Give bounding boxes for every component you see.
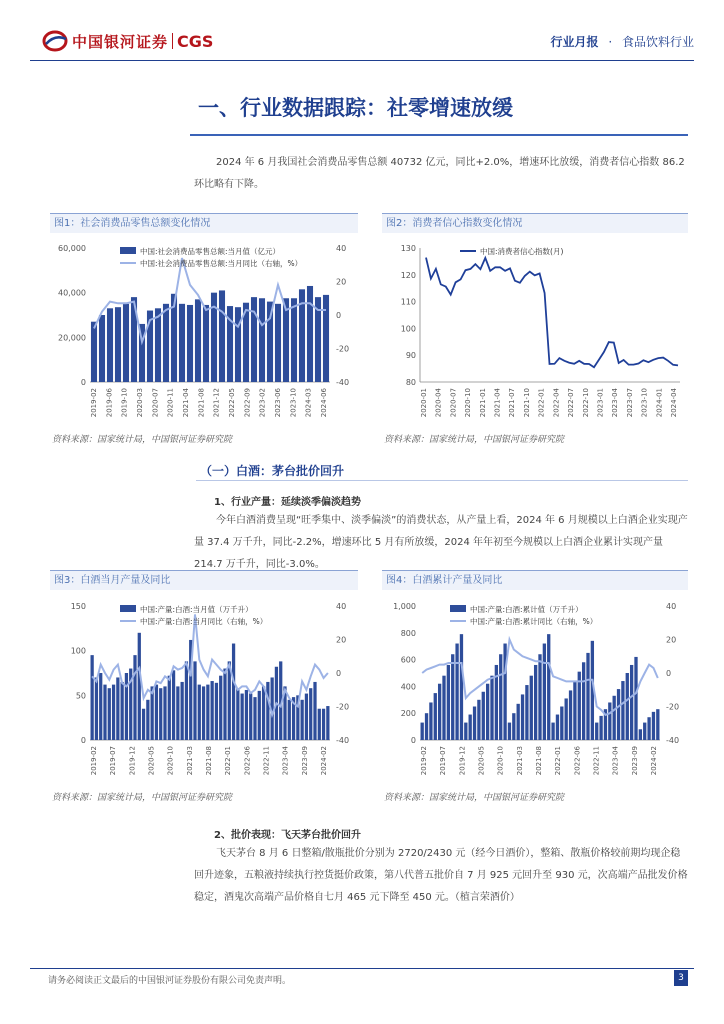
- fig3-xtick: 2022-01: [224, 746, 233, 776]
- fig2-ytick: 80: [405, 378, 416, 387]
- fig3-xtick: 2020-05: [147, 746, 156, 776]
- fig1-y2tick: 40: [336, 244, 347, 253]
- fig4-xtick: 2023-04: [611, 746, 620, 776]
- fig3-bar: [223, 669, 226, 740]
- fig1-bar: [107, 308, 113, 382]
- fig1-ytick: 0: [80, 378, 86, 387]
- fig3-xtick: 2019-02: [90, 746, 98, 776]
- fig4-bar: [469, 715, 472, 740]
- fig2-chart: [380, 236, 690, 426]
- fig3-bar: [241, 694, 244, 740]
- fig3-bar: [112, 685, 115, 740]
- fig2-ytick: 120: [400, 270, 416, 280]
- fig3-bar: [249, 694, 252, 740]
- fig4-bar: [521, 694, 524, 740]
- fig3-bar: [193, 661, 196, 740]
- fig3-bar: [305, 694, 308, 740]
- fig4-bar: [482, 692, 485, 740]
- fig3-bar: [245, 690, 248, 740]
- fig4-bar: [630, 665, 633, 740]
- fig4-bar: [573, 681, 576, 740]
- fig2-ytick: 100: [400, 324, 416, 334]
- fig3-bar: [108, 688, 111, 740]
- fig3-bar: [133, 655, 136, 740]
- output-paragraph: 今年白酒消费呈现“旺季集中、淡季偏淡”的消费状态，从产量上看，2024 年 6 月规模以上白酒企业实现产量 37.4 万千升，同比-2.2%，增速环比 5 月有所放缓，2024 年年初至今规模以上白酒企业累计实现产量 214.7 万千升，同比-3.0%。: [194, 515, 688, 570]
- fig2-xtick: 2023-01: [596, 388, 605, 418]
- fig3-legend-label: 中国:产量:白酒:当月值（万千升）: [140, 605, 253, 614]
- fig4-bar: [451, 654, 454, 740]
- fig3-xtick: 2023-04: [281, 746, 290, 776]
- fig4-bar: [447, 665, 450, 740]
- fig4-xtick: 2021-08: [535, 746, 543, 776]
- fig1-bar: [91, 322, 97, 382]
- heading-price: 2、批价表现：飞天茅台批价回升: [214, 830, 361, 841]
- fig3-bar: [236, 688, 239, 740]
- fig4-bar: [473, 707, 476, 741]
- fig4-xtick: 2019-02: [420, 746, 428, 776]
- fig3-chart: [50, 594, 360, 784]
- fig4-bar: [656, 709, 659, 740]
- fig1-bar: [323, 295, 329, 382]
- fig3-legend-swatch-bar: [120, 605, 136, 612]
- fig1-caption: 图1：社会消费品零售总额变化情况: [50, 213, 358, 233]
- fig2-xtick: 2020-04: [434, 388, 443, 418]
- fig3-xtick: 2020-10: [166, 746, 175, 776]
- logo-divider: [172, 33, 173, 49]
- fig3-bar: [326, 706, 329, 740]
- fig4-y2tick: 0: [666, 669, 672, 678]
- fig3-xtick: 2022-11: [262, 746, 271, 776]
- fig1-bar: [179, 304, 185, 382]
- fig4-bar: [490, 676, 493, 740]
- fig3-caption: 图3：白酒当月产量及同比: [50, 570, 358, 590]
- fig4-ytick: 400: [400, 682, 416, 692]
- fig3-xtick: 2021-03: [185, 746, 194, 776]
- fig1-xtick: 2020-11: [166, 388, 175, 418]
- fig3-bar: [301, 700, 304, 740]
- fig4-y2tick: 20: [666, 635, 677, 645]
- fig4-bar: [582, 662, 585, 740]
- fig1-xtick: 2021-04: [182, 388, 190, 418]
- fig2-series-line: [426, 258, 678, 368]
- fig4-bar: [613, 696, 616, 740]
- fig4-bar: [508, 723, 511, 740]
- fig4-legend-swatch-bar: [450, 605, 466, 612]
- fig2-xtick: 2023-04: [611, 388, 620, 418]
- fig1-bar: [195, 299, 201, 382]
- fig4-bar: [547, 634, 550, 740]
- fig3-bar: [103, 685, 106, 740]
- fig3-bar: [168, 676, 171, 740]
- fig4-ytick: 200: [400, 709, 416, 719]
- fig2-ytick: 90: [405, 351, 416, 361]
- fig3-legend-label: 中国:产量:白酒:当月同比（右轴，%）: [140, 617, 268, 626]
- fig4-bar: [517, 704, 520, 740]
- fig4-bar: [551, 723, 554, 740]
- fig4-xtick: 2020-10: [496, 746, 505, 776]
- fig4-legend-label: 中国:产量:白酒:累计同比（右轴，%）: [470, 617, 598, 626]
- fig4-xtick: 2021-03: [515, 746, 524, 776]
- fig4-caption: 图4：白酒累计产量及同比: [382, 570, 688, 590]
- fig1-bar: [235, 307, 241, 382]
- fig4-bar: [560, 707, 563, 741]
- report-type: 行业月报: [550, 35, 599, 49]
- fig1-bar: [219, 290, 225, 382]
- fig1-xtick: 2024-03: [304, 388, 313, 418]
- fig4-y2tick: 40: [666, 602, 677, 611]
- fig3-bar: [309, 688, 312, 740]
- fig1-xtick: 2022-05: [228, 388, 236, 418]
- fig4-xtick: 2019-07: [439, 746, 448, 776]
- fig1-ytick: 60,000: [58, 244, 86, 253]
- fig3-bar: [95, 677, 98, 740]
- fig4-ytick: 600: [400, 655, 416, 665]
- industry-name: 食品饮料行业: [621, 35, 694, 49]
- fig2-xtick: 2020-10: [464, 388, 473, 418]
- fig1-xtick: 2021-12: [212, 388, 221, 418]
- fig2-xtick: 2022-10: [581, 388, 590, 418]
- fig1-bar: [163, 304, 169, 382]
- fig1-xtick: 2020-03: [136, 388, 144, 418]
- fig4-bar: [460, 634, 463, 740]
- fig2-xtick: 2021-04: [493, 388, 502, 418]
- fig3-bar: [322, 709, 325, 740]
- fig4-bar: [421, 723, 424, 740]
- fig3-bar: [313, 682, 316, 740]
- fig4-bar: [556, 715, 559, 740]
- fig1-ytick: 20,000: [58, 333, 86, 343]
- fig3-bar: [228, 661, 231, 740]
- fig4-xtick: 2023-09: [630, 746, 639, 776]
- fig1-ytick: 40,000: [58, 288, 86, 298]
- fig3-ytick: 100: [70, 646, 86, 656]
- fig1-bar: [203, 305, 209, 382]
- fig4-xtick: 2022-01: [554, 746, 563, 776]
- fig4-bar: [534, 665, 537, 740]
- fig3-xtick: 2023-09: [300, 746, 309, 776]
- fig1-xtick: 2024-06: [320, 388, 328, 418]
- fig3-bar: [258, 691, 261, 740]
- fig4-bar: [586, 653, 589, 740]
- fig1-bar: [307, 286, 313, 382]
- fig4-bar: [565, 698, 568, 740]
- header-divider: [30, 60, 694, 61]
- fig4-ytick: 800: [400, 628, 416, 638]
- fig4-bar: [425, 713, 428, 740]
- fig2-xtick: 2023-10: [640, 388, 649, 418]
- fig3-ytick: 150: [70, 602, 86, 611]
- fig3-ytick: 50: [75, 691, 86, 701]
- header-report-info: [550, 33, 694, 50]
- fig4-xtick: 2022-06: [573, 746, 582, 776]
- fig3-bar: [206, 685, 209, 740]
- fig1-bar: [99, 315, 105, 382]
- fig3-y2tick: -20: [336, 702, 350, 712]
- fig4-bar: [442, 676, 445, 740]
- fig4-bar: [499, 654, 502, 740]
- fig4-y2tick: -20: [666, 702, 680, 712]
- fig1-chart: [50, 236, 360, 426]
- fig1-bar: [259, 298, 265, 382]
- fig1-legend-label: 中国:社会消费品零售总额:当月同比（右轴，%）: [140, 259, 303, 268]
- fig4-y2tick: -40: [666, 736, 680, 745]
- fig1-xtick: 2019-02: [90, 388, 98, 418]
- fig1-bar: [115, 307, 121, 382]
- fig3-bar: [181, 682, 184, 740]
- fig3-bar: [232, 644, 235, 740]
- fig1-xtick: 2021-08: [197, 388, 206, 418]
- fig1-xtick: 2019-10: [120, 388, 129, 418]
- fig3-ytick: 0: [80, 736, 86, 745]
- fig4-bar: [434, 693, 437, 740]
- brand-logo: [42, 30, 213, 52]
- fig1-source: 资料来源：国家统计局，中国银河证券研究院: [52, 435, 233, 445]
- fig1-y2tick: 20: [336, 277, 347, 287]
- fig3-xtick: 2019-12: [128, 746, 137, 776]
- fig3-bar: [142, 709, 145, 740]
- fig2-xtick: 2024-01: [655, 388, 664, 418]
- fig4-xtick: 2020-05: [477, 746, 486, 776]
- fig3-bar: [99, 673, 102, 740]
- page-number: 3: [674, 970, 688, 986]
- section-title-underline: [190, 134, 688, 136]
- fig3-bar: [159, 688, 162, 740]
- fig1-y2tick: -20: [336, 344, 350, 354]
- fig4-bar: [621, 681, 624, 740]
- fig3-y2tick: 40: [336, 602, 347, 611]
- fig3-bar: [211, 681, 214, 740]
- fig3-bar: [202, 686, 205, 740]
- fig3-bar: [116, 677, 119, 740]
- fig1-xtick: 2023-02: [258, 388, 267, 418]
- fig1-y2tick: 0: [336, 311, 342, 320]
- fig1-xtick: 2020-07: [151, 388, 160, 418]
- fig3-bar: [198, 685, 201, 740]
- fig3-bar: [262, 686, 265, 740]
- fig2-xtick: 2021-10: [522, 388, 531, 418]
- fig3-bar: [138, 633, 141, 740]
- fig2-xtick: 2022-01: [537, 388, 546, 418]
- fig3-xtick: 2021-08: [205, 746, 213, 776]
- fig4-chart: [380, 594, 690, 784]
- fig4-bar: [455, 644, 458, 740]
- fig4-xtick: 2024-02: [650, 746, 658, 776]
- header-dot: ·: [608, 35, 613, 49]
- fig4-legend-label: 中国:产量:白酒:累计值（万千升）: [470, 605, 583, 614]
- fig3-bar: [185, 661, 188, 740]
- fig4-bar: [486, 684, 489, 740]
- fig2-xtick: 2023-07: [625, 388, 634, 418]
- fig4-bar: [626, 673, 629, 740]
- fig4-bar: [639, 729, 642, 740]
- price-paragraph: 飞天茅台 8 月 6 日整箱/散瓶批价分别为 2720/2430 元（经今日酒价），整箱、散瓶价格较前期均现企稳回升迹象，五粮液持续执行控货挺价政策，第八代普五批价自 7 月 925 元回升至 930 元，次高端产品批发价格稳定，酒鬼次高端产品价格自七月 465 元下降至 450 元。（植言荣酒价）: [194, 848, 688, 903]
- galaxy-logo-icon: [42, 30, 68, 52]
- fig4-bar: [569, 690, 572, 740]
- intro-paragraph: 2024 年 6 月我国社会消费品零售总额 40732 亿元，同比+2.0%，增速环比放缓，消费者信心指数 86.2 环比略有下降。: [194, 157, 685, 190]
- fig4-bar: [464, 723, 467, 740]
- fig2-xtick: 2021-01: [478, 388, 487, 418]
- fig3-bar: [215, 683, 218, 740]
- fig3-bar: [91, 655, 94, 740]
- fig1-bar: [251, 297, 257, 382]
- fig1-bar: [187, 305, 193, 382]
- subsection-underline: [196, 480, 688, 481]
- fig4-bar: [652, 712, 655, 740]
- fig3-y2tick: 20: [336, 635, 347, 645]
- fig2-xtick: 2022-07: [567, 388, 576, 418]
- fig4-bar: [477, 700, 480, 740]
- fig2-legend-label: 中国:消费者信心指数(月): [480, 247, 564, 256]
- fig1-legend-swatch-bar: [120, 247, 136, 254]
- fig3-bar: [163, 686, 166, 740]
- fig3-xtick: 2024-02: [320, 746, 328, 776]
- fig4-bar: [647, 717, 650, 740]
- fig3-bar: [176, 686, 179, 740]
- fig4-bar: [530, 676, 533, 740]
- fig2-xtick: 2020-07: [449, 388, 458, 418]
- fig4-bar: [608, 702, 611, 740]
- fig1-xtick: 2022-09: [243, 388, 252, 418]
- fig1-bar: [291, 298, 297, 382]
- fig2-xtick: 2022-04: [552, 388, 561, 418]
- fig3-bar: [318, 709, 321, 740]
- fig4-bar: [634, 657, 637, 740]
- fig3-xtick: 2019-07: [109, 746, 118, 776]
- fig2-xtick: 2024-04: [670, 388, 678, 418]
- fig4-bar: [543, 644, 546, 740]
- footer-divider: [30, 968, 694, 969]
- fig1-bar: [123, 304, 129, 382]
- section-title: 一、行业数据跟踪：社零增速放缓: [198, 95, 513, 120]
- fig3-y2tick: 0: [336, 669, 342, 678]
- logo-text-en: CGS: [177, 31, 214, 51]
- fig4-bar: [617, 689, 620, 740]
- fig3-bar: [155, 685, 158, 740]
- fig3-bar: [288, 700, 291, 740]
- fig2-xtick: 2020-01: [420, 388, 428, 418]
- fig4-source: 资料来源：国家统计局，中国银河证券研究院: [384, 793, 565, 803]
- fig2-source: 资料来源：国家统计局，中国银河证券研究院: [384, 435, 565, 445]
- fig1-bar: [155, 308, 161, 382]
- footer-disclaimer: 请务必阅读正文最后的中国银河证券股份有限公司免责声明。: [48, 976, 292, 986]
- fig3-source: 资料来源：国家统计局，中国银河证券研究院: [52, 793, 233, 803]
- fig3-bar: [172, 670, 175, 740]
- fig4-xtick: 2022-11: [592, 746, 601, 776]
- fig2-ytick: 130: [400, 244, 416, 253]
- fig1-legend-label: 中国:社会消费品零售总额:当月值（亿元）: [140, 247, 281, 256]
- fig1-bar: [275, 304, 281, 382]
- heading-output: 1、行业产量：延续淡季偏淡趋势: [214, 497, 361, 508]
- fig3-bar: [151, 686, 154, 740]
- fig1-y2tick: -40: [336, 378, 350, 387]
- fig1-xtick: 2023-10: [289, 388, 298, 418]
- fig1-xtick: 2019-06: [105, 388, 114, 418]
- fig3-bar: [121, 682, 124, 740]
- fig4-bar: [599, 716, 602, 740]
- fig3-bar: [146, 700, 149, 740]
- fig4-bar: [643, 723, 646, 740]
- subsection-title: （一）白酒：茅台批价回升: [200, 464, 345, 478]
- fig2-caption: 图2：消费者信心指数变化情况: [382, 213, 688, 233]
- fig3-bar: [219, 676, 222, 740]
- fig4-bar: [538, 654, 541, 740]
- fig3-bar: [266, 682, 269, 740]
- fig3-xtick: 2022-06: [243, 746, 252, 776]
- fig3-bar: [125, 673, 128, 740]
- fig4-bar: [525, 685, 528, 740]
- fig3-bar: [253, 697, 256, 740]
- fig4-bar: [438, 684, 441, 740]
- fig1-xtick: 2023-06: [274, 388, 282, 418]
- fig4-ytick: 1,000: [393, 602, 416, 611]
- fig4-bar: [429, 702, 432, 740]
- fig2-xtick: 2021-07: [508, 388, 517, 418]
- logo-text-cn: 中国银河证券: [72, 32, 169, 51]
- fig4-ytick: 0: [410, 736, 416, 745]
- fig3-y2tick: -40: [336, 736, 350, 745]
- fig4-bar: [512, 713, 515, 740]
- fig4-xtick: 2019-12: [458, 746, 467, 776]
- fig2-ytick: 110: [400, 297, 416, 307]
- fig4-bar: [595, 723, 598, 740]
